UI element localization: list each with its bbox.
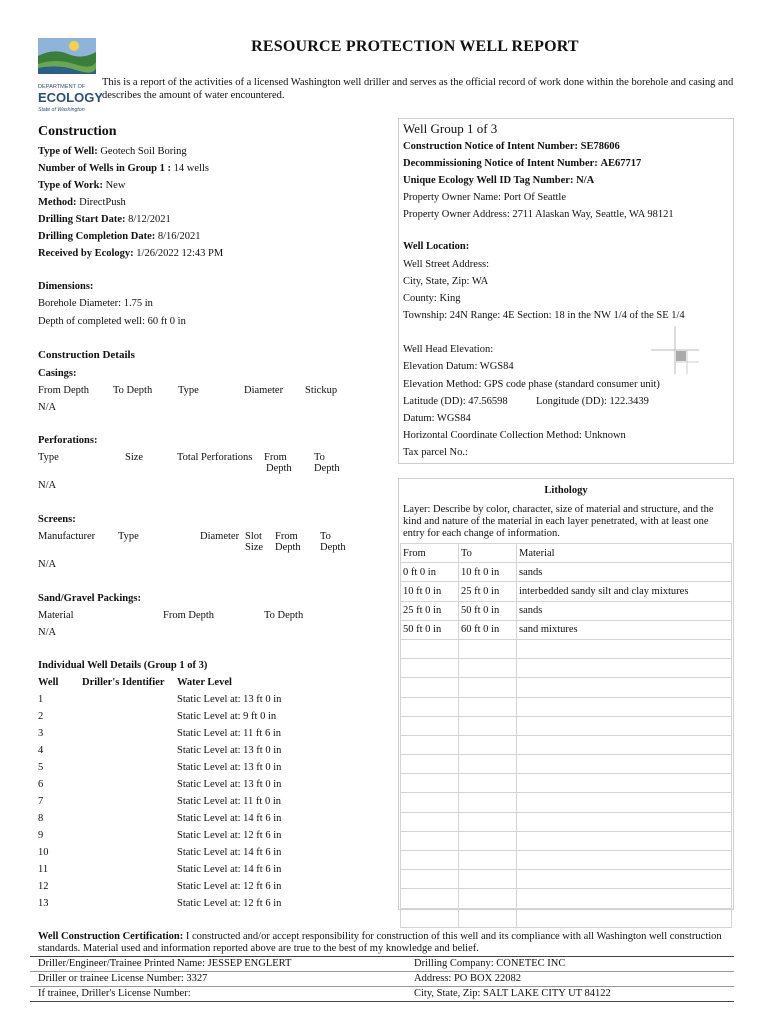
lithology-cell-material [517,793,732,812]
well-water-level: Static Level at: 13 ft 0 in [177,694,282,705]
lithology-heading: Lithology [544,485,588,496]
lithology-cell-from [401,716,459,735]
lithology-cell-from [401,793,459,812]
lithology-cell-from: 25 ft 0 in [401,601,459,620]
lithology-cell-to [459,716,517,735]
well-number: 2 [38,711,44,722]
lithology-cell-to [459,774,517,793]
lithology-cell-material [517,889,732,908]
divider [30,971,734,972]
well-group-title: Well Group 1 of 3 [403,121,498,136]
screens-col-manufacturer: Manufacturer [38,531,96,542]
construction-heading: Construction [38,124,117,139]
drilling-company: Drilling Company: CONETEC INC [414,958,566,969]
well-number: 10 [38,847,49,858]
ecology-logo-graphic [36,38,102,118]
construction-details-heading: Construction Details [38,349,135,361]
lithology-col-from: From [401,544,459,563]
lithology-row [401,659,732,678]
depth-completed-label: Depth of completed well: [38,316,146,327]
certification-label: Well Construction Certification: [38,931,184,942]
lithology-cell-from [401,755,459,774]
screens-col-from-line1: From [275,531,298,542]
lithology-row [401,639,732,658]
packings-col-from: From Depth [163,610,215,621]
tax-parcel: Tax parcel No.: [403,447,468,458]
lithology-cell-to [459,793,517,812]
lithology-row [401,620,732,639]
screens-col-to [320,531,346,553]
lithology-cell-from [401,659,459,678]
lithology-cell-from [401,889,459,908]
owner-address: Property Owner Address: 2711 Alaskan Way, Seattle, WA 98121 [403,209,674,220]
well-number: 6 [38,779,44,790]
lithology-row [401,889,732,908]
lithology-cell-from [401,678,459,697]
lithology-cell-to [459,755,517,774]
lithology-cell-material [517,812,732,831]
lithology-cell-from: 50 ft 0 in [401,620,459,639]
well-water-level: Static Level at: 14 ft 6 in [177,847,282,858]
screens-col-to-line1: To [320,531,331,542]
lithology-cell-material [517,870,732,889]
coordinate-method: Horizontal Coordinate Collection Method: Unknown [403,430,626,441]
lithology-row [401,716,732,735]
well-number: 3 [38,728,44,739]
lithology-cell-from [401,774,459,793]
perforations-heading: Perforations: [38,435,98,446]
number-of-wells [38,163,209,174]
lithology-row [401,563,732,582]
lithology-row [401,831,732,850]
type-of-well-label: Type of Well: [38,146,98,157]
number-of-wells-value: 14 wells [173,163,209,174]
lithology-cell-to [459,812,517,831]
lithology-row [401,582,732,601]
screens-col-from [275,531,301,553]
screens-col-from-line2: Depth [275,542,301,553]
drilling-start-label: Drilling Start Date: [38,214,126,225]
lithology-cell-from: 10 ft 0 in [401,582,459,601]
well-number: 11 [38,864,49,875]
depth-completed-value: 60 ft 0 in [147,316,186,327]
well-water-level: Static Level at: 14 ft 6 in [177,864,282,875]
owner-name: Property Owner Name: Port Of Seattle [403,192,567,203]
received-value: 1/26/2022 12:43 PM [136,248,224,259]
city-state-zip: City, State, Zip: WA [403,276,489,287]
lithology-cell-material [517,755,732,774]
method [38,197,126,208]
lithology-cell-material: interbedded sandy silt and clay mixtures [517,582,732,601]
well-tag-label: Unique Ecology Well ID Tag Number: [403,175,574,186]
lithology-cell-to: 60 ft 0 in [459,620,517,639]
lithology-cell-material [517,851,732,870]
lithology-row [401,908,732,927]
lithology-cell-from [401,908,459,927]
screens-col-type: Type [118,531,139,542]
lithology-cell-to [459,908,517,927]
dimensions-heading: Dimensions: [38,281,94,292]
packings-col-to: To Depth [264,610,304,621]
logo-text-state: State of Washington [38,107,85,113]
lithology-row [401,735,732,754]
screens-col-slot-line1: Slot [245,531,262,542]
depth-completed-well [38,316,186,327]
screens-col-slot [245,531,263,553]
perforations-value: N/A [38,480,57,491]
lithology-cell-from [401,735,459,754]
datum: Datum: WGS84 [403,413,471,424]
well-head-elevation: Well Head Elevation: [403,344,494,355]
wells-heading: Individual Well Details (Group 1 of 3) [38,660,208,671]
decommissioning-notice-label: Decommissioning Notice of Intent Number: [403,158,598,169]
lithology-col-material: Material [517,544,732,563]
driller-license: Driller or trainee License Number: 3327 [38,973,208,984]
casings-col-stickup: Stickup [305,385,338,396]
lithology-cell-to: 10 ft 0 in [459,563,517,582]
number-of-wells-label: Number of Wells in Group 1 : [38,163,172,174]
well-number: 9 [38,830,44,841]
lithology-header-row [401,544,732,563]
lithology-cell-from [401,870,459,889]
casings-col-type: Type [178,385,199,396]
lithology-row [401,678,732,697]
well-number: 12 [38,881,49,892]
lithology-cell-material [517,831,732,850]
well-water-level: Static Level at: 11 ft 0 in [177,796,282,807]
lithology-cell-to: 50 ft 0 in [459,601,517,620]
lithology-col-to: To [459,544,517,563]
wells-col-water: Water Level [177,677,232,688]
lithology-cell-from [401,851,459,870]
perforations-col-from [264,452,292,474]
lithology-cell-material [517,678,732,697]
decommissioning-notice [403,158,641,169]
borehole-diameter [38,298,153,309]
lithology-description: Layer: Describe by color, character, size of material and structure, and the kind and nature of the material in each layer penetrated, with at least one entry for each change of information. [403,504,714,539]
lithology-cell-from [401,831,459,850]
type-of-work [38,180,125,191]
lithology-cell-material: sands [517,563,732,582]
logo-text-ecology: ECOLOGY [38,90,102,105]
drilling-completion-date [38,231,200,242]
drilling-completion-value: 8/16/2021 [157,231,201,242]
lithology-cell-material [517,908,732,927]
perforations-col-from-line2: Depth [266,463,292,474]
well-water-level: Static Level at: 14 ft 6 in [177,813,282,824]
divider [30,1001,734,1002]
latitude: Latitude (DD): 47.56598 [403,396,508,407]
well-water-level: Static Level at: 9 ft 0 in [177,711,277,722]
township: Township: 24N Range: 4E Section: 18 in the NW 1/4 of the SE 1/4 [403,310,685,321]
casings-col-diameter: Diameter [244,385,284,396]
lithology-row [401,851,732,870]
screens-col-slot-line2: Size [245,542,264,553]
lithology-row [401,601,732,620]
section-quarter-grid-icon [651,326,699,374]
longitude: Longitude (DD): 122.3439 [536,396,649,407]
received-label: Received by Ecology: [38,248,134,259]
company-address: Address: PO BOX 22082 [414,973,522,984]
perforations-col-to [314,452,340,474]
well-location-heading: Well Location: [403,241,470,252]
type-of-work-label: Type of Work: [38,180,103,191]
type-of-well [38,146,187,157]
lithology-row [401,812,732,831]
lithology-cell-to [459,735,517,754]
report-intro: This is a report of the activities of a licensed Washington well driller and serves as the official record of work done within the borehole and casing and describes the amount of water encountered. [102,77,734,101]
well-number: 7 [38,796,44,807]
casings-col-from: From Depth [38,385,90,396]
lithology-cell-to [459,639,517,658]
lithology-cell-to [459,697,517,716]
well-street-address: Well Street Address: [403,259,490,270]
drilling-start-value: 8/12/2021 [128,214,171,225]
lithology-cell-from [401,639,459,658]
type-of-well-value: Geotech Soil Boring [100,146,187,157]
ecology-logo [36,38,102,118]
divider [30,986,734,987]
lithology-cell-material: sands [517,601,732,620]
wells-col-identifier: Driller's Identifier [82,677,165,688]
method-label: Method: [38,197,77,208]
divider [30,956,734,957]
packings-value: N/A [38,627,57,638]
well-tag-number [403,175,594,186]
screens-value: N/A [38,559,57,570]
lithology-cell-material [517,716,732,735]
lithology-cell-material [517,639,732,658]
certification [38,931,738,955]
decommissioning-notice-value: AE67717 [600,158,642,169]
elevation-datum: Elevation Datum: WGS84 [403,361,514,372]
lithology-table-body [401,544,732,928]
well-water-level: Static Level at: 12 ft 6 in [177,898,282,909]
borehole-diameter-value: 1.75 in [123,298,153,309]
well-number: 4 [38,745,44,756]
drilling-completion-label: Drilling Completion Date: [38,231,156,242]
construction-notice [403,141,620,152]
lithology-table [400,543,732,928]
lithology-row [401,870,732,889]
well-water-level: Static Level at: 12 ft 6 in [177,830,282,841]
lithology-row [401,793,732,812]
well-water-level: Static Level at: 13 ft 0 in [177,779,282,790]
wells-col-well: Well [38,677,59,688]
lithology-row [401,755,732,774]
well-tag-value: N/A [576,175,595,186]
report-title: RESOURCE PROTECTION WELL REPORT [251,38,579,55]
lithology-cell-to [459,659,517,678]
lithology-cell-from: 0 ft 0 in [401,563,459,582]
casings-col-to: To Depth [113,385,153,396]
borehole-diameter-label: Borehole Diameter: [38,298,122,309]
lithology-cell-material [517,735,732,754]
lithology-cell-material: sand mixtures [517,620,732,639]
lithology-cell-from [401,697,459,716]
drilling-start-date [38,214,171,225]
perforations-col-to-line1: To [314,452,325,463]
lithology-cell-from [401,812,459,831]
well-number: 5 [38,762,44,773]
screens-heading: Screens: [38,514,76,525]
lithology-cell-to [459,678,517,697]
logo-text-department: DEPARTMENT OF [38,84,86,90]
well-number: 1 [38,694,44,705]
method-value: DirectPush [79,197,126,208]
type-of-work-value: New [105,180,126,191]
well-number: 13 [38,898,49,909]
county: County: King [403,293,461,304]
well-water-level: Static Level at: 12 ft 6 in [177,881,282,892]
perforations-col-type: Type [38,452,59,463]
perforations-col-total: Total Perforations [177,452,253,463]
received-by-ecology [38,248,223,259]
trainee-license: If trainee, Driller's License Number: [38,988,191,999]
well-water-level: Static Level at: 13 ft 0 in [177,762,282,773]
construction-notice-value: SE78606 [580,141,620,152]
driller-name: Driller/Engineer/Trainee Printed Name: JESSEP ENGLERT [38,958,292,969]
perforations-col-size: Size [125,452,144,463]
lithology-cell-material [517,774,732,793]
lithology-row [401,774,732,793]
casings-heading: Casings: [38,368,77,379]
perforations-col-from-line1: From [264,452,287,463]
lithology-cell-to [459,831,517,850]
screens-col-diameter: Diameter [200,531,240,542]
lithology-cell-to [459,851,517,870]
construction-notice-label: Construction Notice of Intent Number: [403,141,578,152]
packings-col-material: Material [38,610,74,621]
screens-col-to-line2: Depth [320,542,346,553]
lithology-cell-to [459,870,517,889]
company-city: City, State, Zip: SALT LAKE CITY UT 84122 [414,988,611,999]
casings-value: N/A [38,402,57,413]
well-number: 8 [38,813,44,824]
well-water-level: Static Level at: 11 ft 6 in [177,728,282,739]
elevation-method: Elevation Method: GPS code phase (standard consumer unit) [403,379,660,390]
lithology-cell-material [517,659,732,678]
perforations-col-to-line2: Depth [314,463,340,474]
well-water-level: Static Level at: 13 ft 0 in [177,745,282,756]
lithology-row [401,697,732,716]
lithology-cell-to [459,889,517,908]
certification-text: I constructed and/or accept responsibility for construction of this well and its compliance with all Washington well construction standards. Material used and information reported above are true to the best of my knowledge and belief. [38,931,722,954]
lithology-cell-to: 25 ft 0 in [459,582,517,601]
lithology-cell-material [517,697,732,716]
packings-heading: Sand/Gravel Packings: [38,593,141,604]
